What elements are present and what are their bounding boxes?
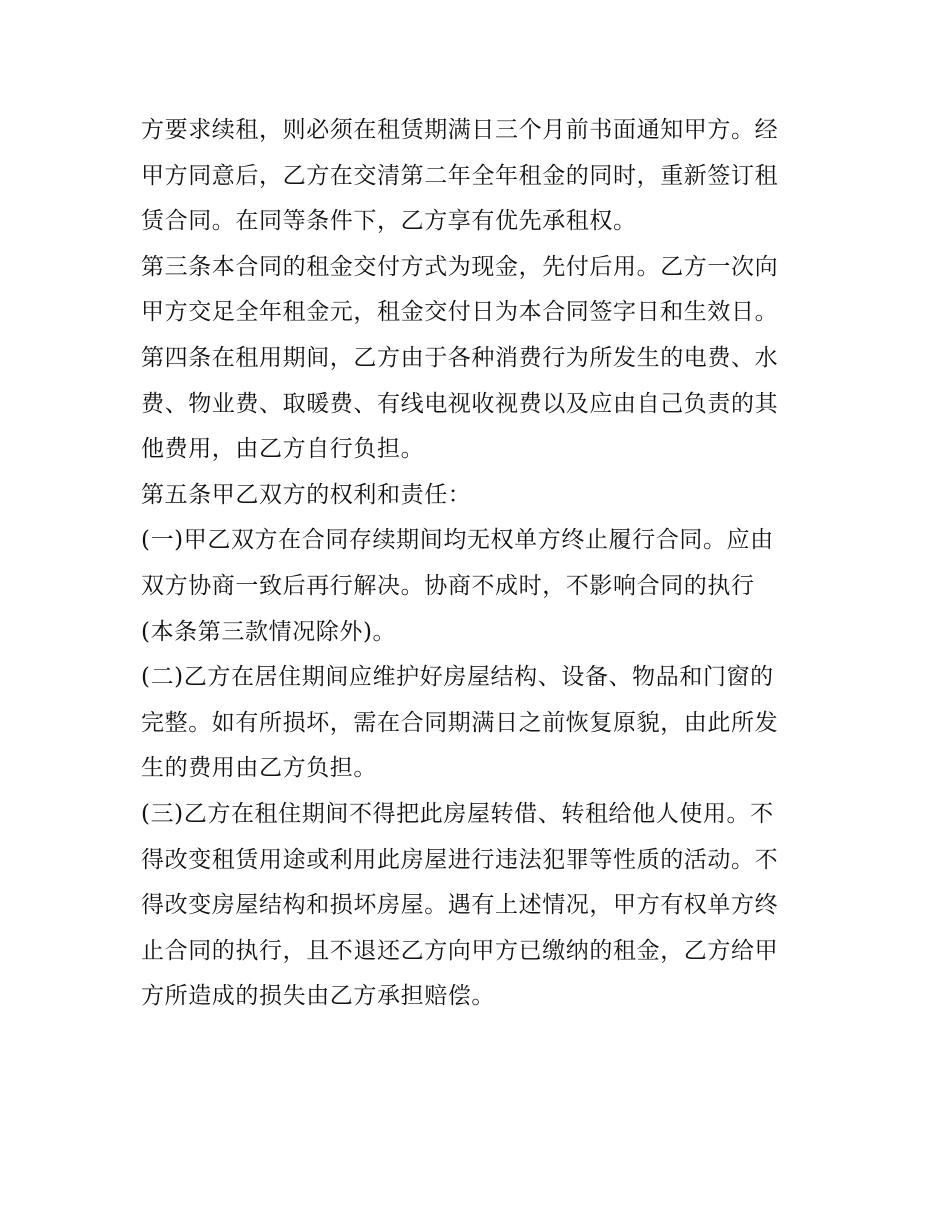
text-line: 第三条本合同的租金交付方式为现金，先付后用。乙方一次向: [141, 253, 779, 280]
text-line: (本条第三款情况除外)。: [141, 618, 397, 645]
text-line: (三)乙方在租住期间不得把此房屋转借、转租给他人使用。不: [141, 800, 774, 827]
text-line: 甲方交足全年租金元，租金交付日为本合同签字日和生效日。: [141, 299, 779, 326]
text-line: 得改变租赁用途或利用此房屋进行违法犯罪等性质的活动。不: [141, 846, 779, 873]
text-line: 方要求续租，则必须在租赁期满日三个月前书面通知甲方。经: [141, 117, 779, 143]
text-line: 甲方同意后，乙方在交清第二年全年租金的同时，重新签订租: [141, 162, 779, 189]
text-line: 完整。如有所损坏，需在合同期满日之前恢复原貌，由此所发: [141, 709, 779, 736]
text-line: 费、物业费、取暖费、有线电视收视费以及应由自己负责的其: [141, 390, 779, 417]
text-line: 赁合同。在同等条件下，乙方享有优先承租权。: [141, 208, 637, 235]
text-line: 止合同的执行，且不退还乙方向甲方已缴纳的租金，乙方给甲: [141, 937, 779, 964]
text-line: 双方协商一致后再行解决。协商不成时，不影响合同的执行: [141, 572, 755, 599]
text-line: (二)乙方在居住期间应维护好房屋结构、设备、物品和门窗的: [141, 664, 774, 691]
text-line: 方所造成的损失由乙方承担赔偿。: [141, 983, 495, 1010]
text-line: 第四条在租用期间，乙方由于各种消费行为所发生的电费、水: [141, 344, 779, 371]
text-line: 得改变房屋结构和损坏房屋。遇有上述情况，甲方有权单方终: [141, 892, 779, 919]
text-line: 他费用，由乙方自行负担。: [141, 436, 425, 463]
text-line: (一)甲乙双方在合同存续期间均无权单方终止履行合同。应由: [141, 527, 774, 554]
text-line: 第五条甲乙双方的权利和责任：: [141, 481, 472, 508]
text-line: 生的费用由乙方负担。: [141, 755, 377, 782]
document-body: [141, 108, 821, 1020]
